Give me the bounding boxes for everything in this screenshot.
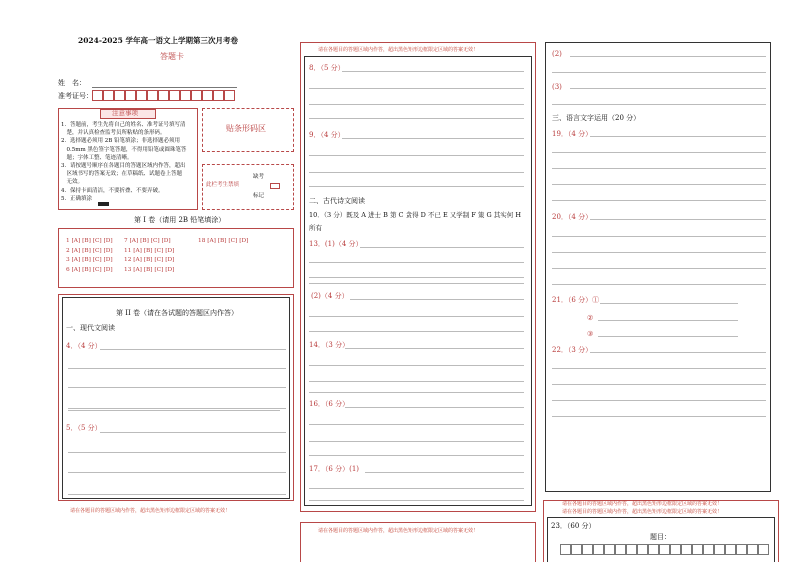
answer-line[interactable] xyxy=(309,455,524,456)
answer-line[interactable] xyxy=(309,277,524,278)
answer-line[interactable] xyxy=(309,500,524,501)
essay-grid-cell[interactable] xyxy=(659,544,670,555)
answer-line[interactable] xyxy=(100,432,286,433)
answer-line[interactable] xyxy=(360,247,524,248)
answer-line[interactable] xyxy=(552,200,766,201)
essay-grid-cell[interactable] xyxy=(725,544,736,555)
q19-label: 19．（4 分） xyxy=(552,130,593,138)
answer-line[interactable] xyxy=(365,472,524,473)
answer-line[interactable] xyxy=(342,71,524,72)
name-label: 姓 名： xyxy=(58,79,86,87)
answer-line[interactable] xyxy=(68,387,286,388)
answer-line[interactable] xyxy=(342,138,524,139)
q10-label-cont: 所有 xyxy=(309,224,322,232)
notice-item: 题；字体工整、笔迹清晰。 xyxy=(61,154,133,161)
essay-grid-cell[interactable] xyxy=(615,544,626,555)
barcode-label: 贴条形码区 xyxy=(226,124,266,133)
answer-line[interactable] xyxy=(552,184,766,185)
essay-warning-2: 请在各题目的答题区域内作答，超出黑色矩形边框限定区域的答案无效！ xyxy=(562,509,723,515)
col3-p3: (3) xyxy=(552,83,562,91)
col3-box xyxy=(545,42,771,492)
answer-line[interactable] xyxy=(68,368,286,369)
answer-line[interactable] xyxy=(552,72,766,73)
essay-grid-cell[interactable] xyxy=(692,544,703,555)
q17-label: 17．（6 分）(1) xyxy=(309,465,360,473)
exam-id-cell[interactable] xyxy=(114,90,125,101)
choice-row[interactable]: 6 [A] [B] [C] [D] xyxy=(66,266,113,273)
exam-id-cell[interactable] xyxy=(92,90,103,101)
q21-item2: ② xyxy=(587,314,594,322)
answer-line[interactable] xyxy=(552,400,766,401)
essay-grid-cell[interactable] xyxy=(560,544,571,555)
q20-label: 20．（4 分） xyxy=(552,213,593,221)
absent-checkbox[interactable] xyxy=(270,183,280,189)
notice-item: 0.5mm 黑色签字笔答题，不得用铅笔或圆珠笔答 xyxy=(61,146,187,153)
col2-top-warning: 请在各题目的答题区域内作答，超出黑色矩形边框限定区域的答案无效！ xyxy=(318,47,479,53)
choice-row[interactable]: 2 [A] [B] [C] [D] xyxy=(66,247,113,254)
answer-line[interactable] xyxy=(309,104,524,105)
choice-row[interactable]: 7 [A] [B] [C] [D] xyxy=(124,238,171,244)
exam-id-cell[interactable] xyxy=(191,90,202,101)
col2-inner-box xyxy=(304,56,532,506)
q22-label: 22．（3 分） xyxy=(552,346,593,354)
answer-line[interactable] xyxy=(552,284,766,285)
answer-line[interactable] xyxy=(309,88,524,89)
answer-line[interactable] xyxy=(309,381,524,382)
q10-label: 10．（3 分）既及 A 进士 B 第 C 贪得 D 不已 E 又学制 F 策 G 其实何 H xyxy=(309,211,521,219)
answer-line[interactable] xyxy=(309,331,524,332)
answer-line[interactable] xyxy=(309,155,524,156)
answer-line[interactable] xyxy=(345,348,524,349)
essay-grid-cell[interactable] xyxy=(703,544,714,555)
notice-item: 2．选择题必须用 2B 铅笔填涂；非选择题必须用 xyxy=(61,138,181,145)
exam-id-cell[interactable] xyxy=(224,90,235,101)
q23-label: 23．（60 分） xyxy=(551,522,596,530)
answer-line[interactable] xyxy=(68,452,286,453)
section2-heading: 二、古代诗文阅读 xyxy=(309,197,365,205)
notice-item: 3．请按题号顺序在各题目的答题区域内作答，超出 xyxy=(61,163,186,169)
essay-grid-cell[interactable] xyxy=(736,544,747,555)
essay-grid-cell[interactable] xyxy=(714,544,725,555)
answer-line[interactable] xyxy=(345,407,524,408)
part1-title: 第 I 卷（请用 2B 铅笔填涂） xyxy=(134,216,226,224)
exam-id-cell[interactable] xyxy=(158,90,169,101)
answer-line[interactable] xyxy=(68,472,286,473)
part2-title: 第 II 卷（请在各试题的答题区内作答） xyxy=(116,309,238,317)
q9-label: 9．（4 分） xyxy=(309,131,345,139)
exam-id-cell[interactable] xyxy=(213,90,224,101)
answer-line[interactable] xyxy=(68,494,286,495)
answer-line[interactable] xyxy=(309,172,524,173)
exam-id-cell[interactable] xyxy=(103,90,114,101)
answer-line[interactable] xyxy=(309,365,524,366)
q16-label: 16．（6 分） xyxy=(309,400,350,408)
essay-grid-cell[interactable] xyxy=(637,544,648,555)
col1-warning: 请在各题目的答题区域内作答，超出黑色矩形边框限定区域的答案无效！ xyxy=(70,508,231,514)
answer-line[interactable] xyxy=(350,299,524,300)
exam-id-cell[interactable] xyxy=(202,90,213,101)
essay-warning-1: 请在各题目的答题区域内作答，超出黑色矩形边框限定区域的答案无效！ xyxy=(562,501,723,507)
answer-line[interactable] xyxy=(552,416,766,417)
answer-line[interactable] xyxy=(309,424,524,425)
answer-line[interactable] xyxy=(598,320,738,321)
essay-grid-cell[interactable] xyxy=(571,544,582,555)
exam-id-cell[interactable] xyxy=(147,90,158,101)
essay-grid-cell[interactable] xyxy=(604,544,615,555)
notice-heading: 注意事项 xyxy=(112,109,138,117)
exam-id-label: 准考证号： xyxy=(58,92,93,100)
q13-2-label: (2)（4 分） xyxy=(311,292,349,300)
notice-item: 楚，并认真检查监考员所粘贴的条形码。 xyxy=(61,130,166,137)
answer-card-subtitle: 答题卡 xyxy=(160,52,184,61)
answer-line[interactable] xyxy=(309,118,524,119)
absent-label-top: 缺考 xyxy=(253,174,265,180)
choice-row[interactable]: 3 [A] [B] [C] [D] xyxy=(66,257,113,263)
q13-1-label: 13．(1)（4 分） xyxy=(309,240,363,248)
page-title: 2024-2025 学年高一语文上学期第三次月考卷 xyxy=(78,36,238,45)
notice-item: 1．答题前，考生先将自己的姓名、准考证号填写清 xyxy=(61,122,186,128)
answer-line[interactable] xyxy=(309,488,524,489)
answer-line[interactable] xyxy=(600,303,738,304)
answer-line[interactable] xyxy=(552,236,766,237)
name-field[interactable] xyxy=(92,87,237,88)
essay-grid-cell[interactable] xyxy=(758,544,769,555)
essay-grid-cell[interactable] xyxy=(593,544,604,555)
answer-line[interactable] xyxy=(68,410,280,411)
section3-heading: 三、语言文字运用（20 分） xyxy=(552,114,641,122)
answer-line[interactable] xyxy=(309,392,524,393)
choice-row[interactable]: 13 [A] [B] [C] [D] xyxy=(124,266,175,273)
answer-line[interactable] xyxy=(100,349,286,350)
answer-line[interactable] xyxy=(552,384,766,385)
answer-line[interactable] xyxy=(309,283,524,284)
choice-row[interactable]: 18 [A] [B] [C] [D] xyxy=(198,238,249,244)
section1-heading: 一、现代文阅读 xyxy=(66,324,115,332)
q5-label: 5．（5 分） xyxy=(66,424,102,432)
answer-line[interactable] xyxy=(598,336,738,337)
answer-line[interactable] xyxy=(552,252,766,253)
answer-line[interactable] xyxy=(309,186,524,187)
col3-p2: (2) xyxy=(552,50,562,58)
answer-line[interactable] xyxy=(309,441,524,442)
essay-grid-cell[interactable] xyxy=(747,544,758,555)
q8-label: 8．（5 分） xyxy=(309,64,345,72)
essay-grid-cell[interactable] xyxy=(670,544,681,555)
essay-grid-cell[interactable] xyxy=(582,544,593,555)
exam-id-cell[interactable] xyxy=(125,90,136,101)
answer-line[interactable] xyxy=(570,56,766,57)
col2-bottom-warning: 请在各题目的答题区域内作答，超出黑色矩形边框限定区域的答案无效！ xyxy=(318,528,479,534)
q4-label: 4．（4 分） xyxy=(66,342,102,350)
answer-line[interactable] xyxy=(590,352,766,353)
q21-label: 21．（6 分）① xyxy=(552,296,600,304)
choice-row[interactable]: 1 [A] [B] [C] [D] xyxy=(66,238,113,244)
answer-line[interactable] xyxy=(552,104,766,105)
exam-id-cell[interactable] xyxy=(169,90,180,101)
essay-title-label: 题目： xyxy=(650,533,671,541)
essay-grid-cell[interactable] xyxy=(648,544,659,555)
answer-line[interactable] xyxy=(570,88,766,89)
answer-line[interactable] xyxy=(590,219,766,220)
essay-grid-cell[interactable] xyxy=(681,544,692,555)
absent-label-bottom: 标记 xyxy=(253,193,265,199)
choice-row[interactable]: 12 [A] [B] [C] [D] xyxy=(124,257,175,263)
notice-item: 区域书写的答案无效；在草稿纸、试题卷上答题 xyxy=(61,171,183,178)
answer-line[interactable] xyxy=(552,152,766,153)
answer-line[interactable] xyxy=(68,408,286,409)
answer-line[interactable] xyxy=(590,136,766,137)
absent-note: 此栏考生禁填 xyxy=(206,182,240,188)
answer-line[interactable] xyxy=(309,262,524,263)
essay-grid-cell[interactable] xyxy=(626,544,637,555)
answer-line[interactable] xyxy=(552,168,766,169)
choice-row[interactable]: 11 [A] [B] [C] [D] xyxy=(124,247,175,254)
answer-line[interactable] xyxy=(552,268,766,269)
answer-line[interactable] xyxy=(552,368,766,369)
notice-item: 无效。 xyxy=(61,179,84,186)
exam-id-cell[interactable] xyxy=(136,90,147,101)
q21-item3: ③ xyxy=(587,330,594,338)
notice-item: 5．正确填涂 xyxy=(61,195,92,202)
q14-label: 14．（3 分） xyxy=(309,341,350,349)
exam-id-cell[interactable] xyxy=(180,90,191,101)
notice-item: 4．保持卡面清洁，不要折叠、不要弄破。 xyxy=(61,187,164,194)
filled-mark-example xyxy=(98,202,109,206)
answer-line[interactable] xyxy=(309,316,524,317)
